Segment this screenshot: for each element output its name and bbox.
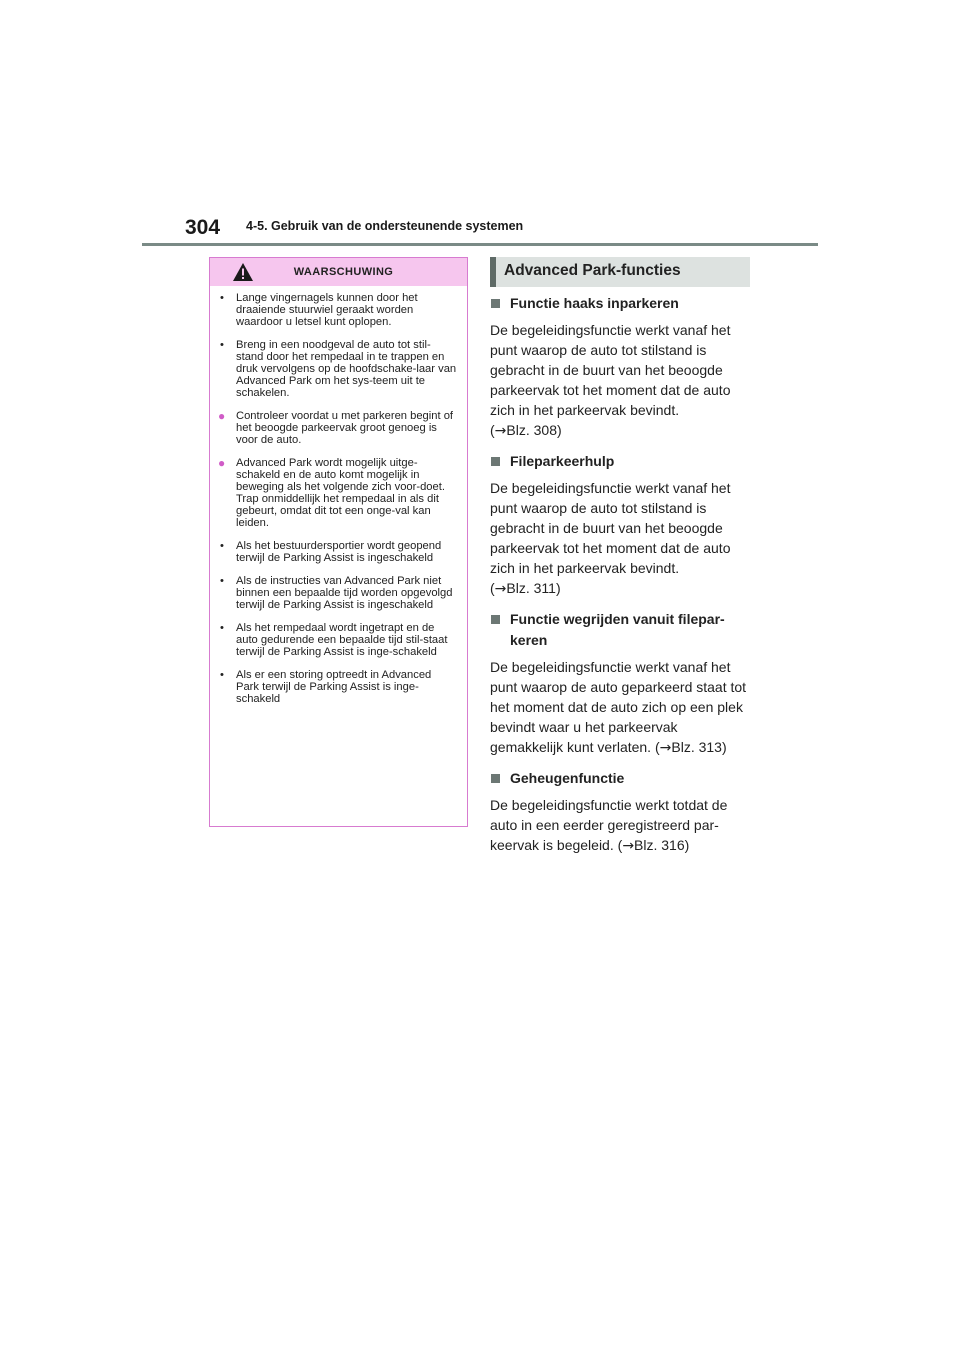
subsection-body [490, 657, 752, 758]
subsection-title [490, 451, 752, 472]
section-heading [490, 257, 750, 287]
warning-item [218, 457, 457, 529]
warning-item [218, 622, 457, 658]
warning-triangle-icon [232, 262, 254, 282]
warning-item [218, 410, 457, 446]
bullet-marker: • [220, 575, 224, 587]
warning-item-text: Advanced Park wordt mogelijk uitge-schakeld en de auto komt mogelijk in beweging als het volgende zich voor-doet. Trap onmiddellijk het rempedaal in als dit gebeurt, omdat dit tot een onge-val kan leiden. [236, 457, 445, 529]
page-number: 304 [185, 216, 221, 239]
arrow-icon: → [494, 423, 507, 439]
heading-accent-bar [490, 257, 496, 287]
subsection-title [490, 768, 752, 789]
warning-item-text: Als het bestuurdersportier wordt geopend terwijl de Parking Assist is ingeschakeld [236, 540, 442, 564]
subsection-title-text: Fileparkeerhulp [510, 453, 615, 469]
square-bullet-icon [491, 774, 500, 783]
ref-prefix: ( [490, 580, 495, 596]
warning-item-text: Controleer voordat u met parkeren begint of het beoogde parkeervak groot genoeg is voor de auto. [236, 410, 454, 446]
body-text: De begeleidingsfunctie werkt vanaf het punt waarop de auto tot stilstand is gebracht in de buurt van het beoogde parkeervak tot het moment dat de auto zich in het parkeervak bevindt. [490, 322, 731, 418]
ref-prefix: ( [490, 422, 495, 438]
warning-item [218, 339, 457, 399]
main-content [490, 293, 752, 866]
section-heading-label: Advanced Park-functies [504, 262, 681, 279]
ref-prefix: ( [613, 837, 623, 853]
page-reference: Blz. 308) [506, 422, 562, 438]
bullet-marker: • [220, 669, 224, 681]
warning-item-text: Breng in een noodgeval de auto tot stil-stand door het rempedaal in te trappen en druk vervolgens op de hoofdschake-laar van Advanced Park om het sys-teem uit te schakelen. [236, 339, 457, 399]
square-bullet-icon [491, 615, 500, 624]
arrow-icon: → [622, 838, 635, 854]
warning-list [210, 286, 467, 705]
arrow-icon: → [494, 581, 507, 597]
ref-prefix: ( [651, 739, 660, 755]
square-bullet-icon [491, 299, 500, 308]
warning-item [218, 669, 457, 705]
warning-title: WAARSCHUWING [293, 266, 394, 278]
arrow-icon: → [659, 740, 672, 756]
subsection-title-text: Functie haaks inparkeren [510, 295, 679, 311]
section-title: 4-5. Gebruik van de ondersteunende systemen [246, 219, 524, 233]
bullet-marker: • [220, 540, 224, 552]
subsection-title-text: Geheugenfunctie [510, 770, 625, 786]
subsection-title-text: Functie wegrijden vanuit filepar-keren [510, 611, 725, 648]
body-text: De begeleidingsfunctie werkt totdat de auto in een eerder geregistreerd par-keervak is begeleid. [490, 797, 728, 853]
body-text: De begeleidingsfunctie werkt vanaf het punt waarop de auto geparkeerd staat tot het moment dat de auto zich op een plek bevindt waar u het parkeervak gemakkelijk kunt verlaten. [490, 659, 747, 755]
subsection-title [490, 293, 752, 314]
warning-item-text: Als er een storing optreedt in Advanced Park terwijl de Parking Assist is inge-schakeld [236, 669, 432, 705]
bullet-marker: • [220, 622, 224, 634]
warning-item [218, 292, 457, 328]
warning-box [209, 257, 468, 827]
square-bullet-icon [491, 457, 500, 466]
body-text: De begeleidingsfunctie werkt vanaf het punt waarop de auto tot stilstand is gebracht in de buurt van het beoogde parkeervak tot het moment dat de auto zich in het parkeervak bevindt. [490, 480, 731, 576]
subsection-body [490, 320, 752, 441]
subsection-body [490, 478, 752, 599]
page-reference: Blz. 311) [506, 580, 561, 596]
warning-item-text: Als het rempedaal wordt ingetrapt en de auto gedurende een bepaalde tijd stil-staat terwijl de Parking Assist is inge-schakeld [236, 622, 448, 658]
bullet-marker: • [220, 292, 224, 304]
page-reference: Blz. 313) [671, 739, 727, 755]
bullet-marker: • [220, 339, 224, 351]
subsection-title [490, 609, 752, 651]
subsection-body [490, 795, 752, 856]
page-reference: Blz. 316) [634, 837, 690, 853]
warning-item-text: Als de instructies van Advanced Park niet binnen een bepaalde tijd worden opgevolgd terwijl de Parking Assist is ingeschakeld [236, 575, 453, 611]
header-rule [142, 243, 818, 246]
warning-item-text: Lange vingernagels kunnen door het draaiende stuurwiel geraakt worden waardoor u letsel kunt oplopen. [236, 292, 418, 328]
warning-item [218, 575, 457, 611]
warning-item [218, 540, 457, 564]
dot-marker: ● [218, 456, 226, 470]
dot-marker: ● [218, 409, 226, 423]
warning-header [210, 258, 467, 286]
